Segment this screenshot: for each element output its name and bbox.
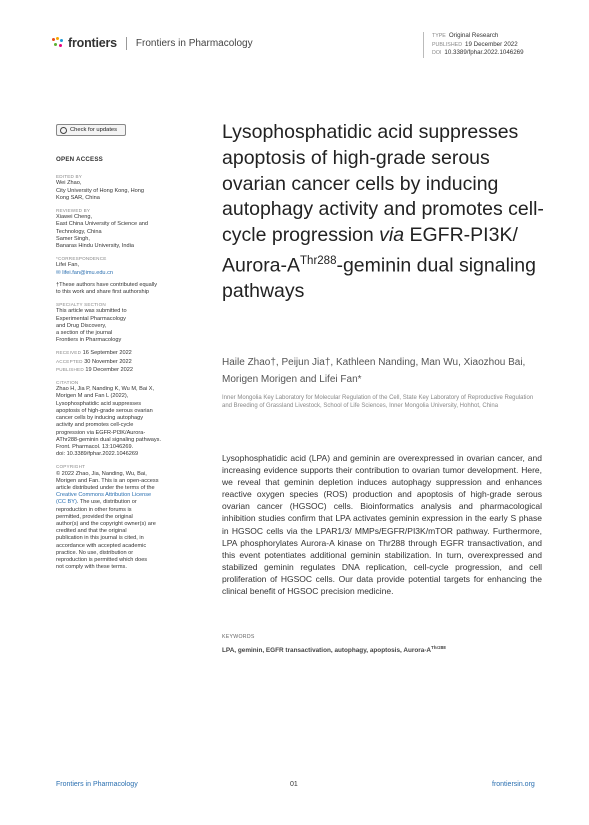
- doi-value: 10.3389/fphar.2022.1046269: [444, 49, 524, 57]
- accepted-row: [56, 358, 188, 366]
- journal-name: Frontiers in Pharmacology: [135, 37, 253, 49]
- side-published-label: PUBLISHED: [56, 366, 84, 372]
- correspondence-email-link[interactable]: ✉ lifei.fan@imu.edu.cn: [56, 269, 114, 276]
- abstract: Lysophosphatidic acid (LPA) and geminin are overexpressed in ovarian cancer, and increasing evidence supports their contribution to ovarian tumor development. Here, we reveal that geminin depletion induces autophagy suppression and enhances reactive oxygen species (ROS) production and apoptosis of high-grade serous ovarian cancer (HGSOC) cells. Bioinformatics analysis and pharmacological inhibition studies confirm that LPA activates geminin expression in the early S phase in HGSOC cells via the LPAR1/3/ MMPs/EGFR/PI3K/mTOR pathway. Furthermore, LPA phosphorylates Aurora-A kinase on Thr288 through EGFR transactivation, and this event potentiates additional geminin stabilization. In turn, overexpressed and stabilized geminin regulates DNA replication, cell-cycle progression, and cell proliferation of HGSOC cells. Our data provide potential targets for enhancing the clinical benefit of HGSOC precision medicine.: [222, 453, 542, 597]
- footer-site-link[interactable]: frontiersin.org: [492, 781, 535, 788]
- reviewed-by: Xiawei Cheng, East China University of Science and Technology, China Samer Singh, Banaras Hindu University, India: [56, 214, 149, 250]
- accepted-date: 30 November 2022: [84, 358, 132, 365]
- check-for-updates-label: Check for updates: [70, 127, 118, 133]
- type-value: Original Research: [448, 32, 499, 39]
- published-row: [56, 366, 188, 374]
- doi-label: DOI: [432, 50, 442, 57]
- sidebar: [56, 156, 188, 571]
- frontiers-logo-icon: [52, 37, 64, 49]
- footer-journal-link[interactable]: Frontiers in Pharmacology: [56, 781, 138, 788]
- citation-label: CITATION: [56, 380, 79, 386]
- correspondence-name: Lifei Fan,: [56, 262, 80, 269]
- article-title: [222, 120, 552, 305]
- check-for-updates-button[interactable]: [56, 124, 126, 136]
- copyright-label: COPYRIGHT: [56, 464, 86, 470]
- specialty-label: SPECIALTY SECTION: [56, 302, 106, 308]
- publication-meta: [423, 32, 524, 58]
- edited-by-label: EDITED BY: [56, 174, 83, 180]
- journal-header: [52, 36, 253, 50]
- received-date: 16 September 2022: [82, 350, 132, 357]
- affiliation: Inner Mongolia Key Laboratory for Molecular Regulation of the Cell, State Key Laboratory of Reproductive Regulation and Breeding of Grassland Livestock, School of Life Sciences, Inner Mongolia University, Hohhot, China: [222, 395, 534, 410]
- title-part-a: Lysophosphatidic acid suppresses apoptosis of high-grade serous ovarian cancer cells by inducing autophagy activity and promotes cell-cycle progression: [222, 121, 544, 247]
- keywords: [222, 645, 446, 654]
- contribution-note: †These authors have contributed equally to this work and share first authorship: [56, 281, 158, 296]
- reviewed-by-label: REVIEWED BY: [56, 208, 91, 214]
- accepted-label: ACCEPTED: [56, 358, 83, 364]
- copyright: [56, 471, 188, 572]
- title-via: via: [379, 224, 405, 247]
- title-superscript: Thr288: [300, 254, 337, 267]
- keywords-label: KEYWORDS: [222, 634, 255, 640]
- copyright-text-b: . The use, distribution or reproduction in other forums is permitted, provided the original author(s) and the copyright owner(s) are credited and that the original publication in this journal is cited, in accordance with accepted academic practice. No use, distribution or reproduction is permitted which does not comply with these terms.: [56, 499, 156, 571]
- license-link[interactable]: Creative Commons Attribution License (CC BY): [56, 492, 152, 506]
- specialty-section: This article was submitted to Experimental Pharmacology and Drug Discovery, a section of the journal Frontiers in Pharmacology: [56, 308, 127, 344]
- brand-name: frontiers: [68, 36, 117, 50]
- keywords-superscript: Thr288: [431, 645, 446, 650]
- correspondence-label: *CORRESPONDENCE: [56, 256, 107, 262]
- received-label: RECEIVED: [56, 350, 82, 356]
- received-row: [56, 349, 188, 357]
- side-published-date: 19 December 2022: [85, 366, 133, 373]
- published-label: PUBLISHED: [432, 41, 463, 48]
- page-number: 01: [290, 781, 298, 788]
- title-part-b: EGFR-PI3K/ Aurora-A: [222, 224, 518, 277]
- keywords-text: LPA, geminin, EGFR transactivation, autophagy, apoptosis, Aurora-A: [222, 647, 432, 655]
- citation: Zhao H, Jia P, Nanding K, Wu M, Bai X, Morigen M and Fan L (2022), Lysophosphatidic acid suppresses apoptosis of high-grade serous ovarian cancer cells by inducing autophagy activity and promotes cell-cycle progression via EGFR-PI3K/Aurora- AThr288-geminin dual signaling pathways. Front. Pharmacol. 13:1046269. doi: 10.3389/fphar.2022.1046269: [56, 386, 161, 458]
- author-list: Haile Zhao†, Peijun Jia†, Kathleen Nanding, Man Wu, Xiaozhou Bai, Morigen Morigen and Lifei Fan*: [222, 357, 526, 385]
- edited-by: Wei Zhao, City University of Hong Kong, Hong Kong SAR, China: [56, 180, 144, 201]
- copyright-text-a: © 2022 Zhao, Jia, Nanding, Wu, Bai, Morigen and Fan. This is an open-access article distributed under the terms of the: [56, 470, 159, 491]
- title-part-c: -geminin dual signaling pathways: [222, 254, 536, 303]
- type-label: TYPE: [432, 33, 446, 39]
- open-access-label: OPEN ACCESS: [56, 156, 104, 163]
- update-icon: [60, 127, 67, 134]
- header-divider: [126, 37, 127, 50]
- published-value: 19 December 2022: [465, 40, 518, 48]
